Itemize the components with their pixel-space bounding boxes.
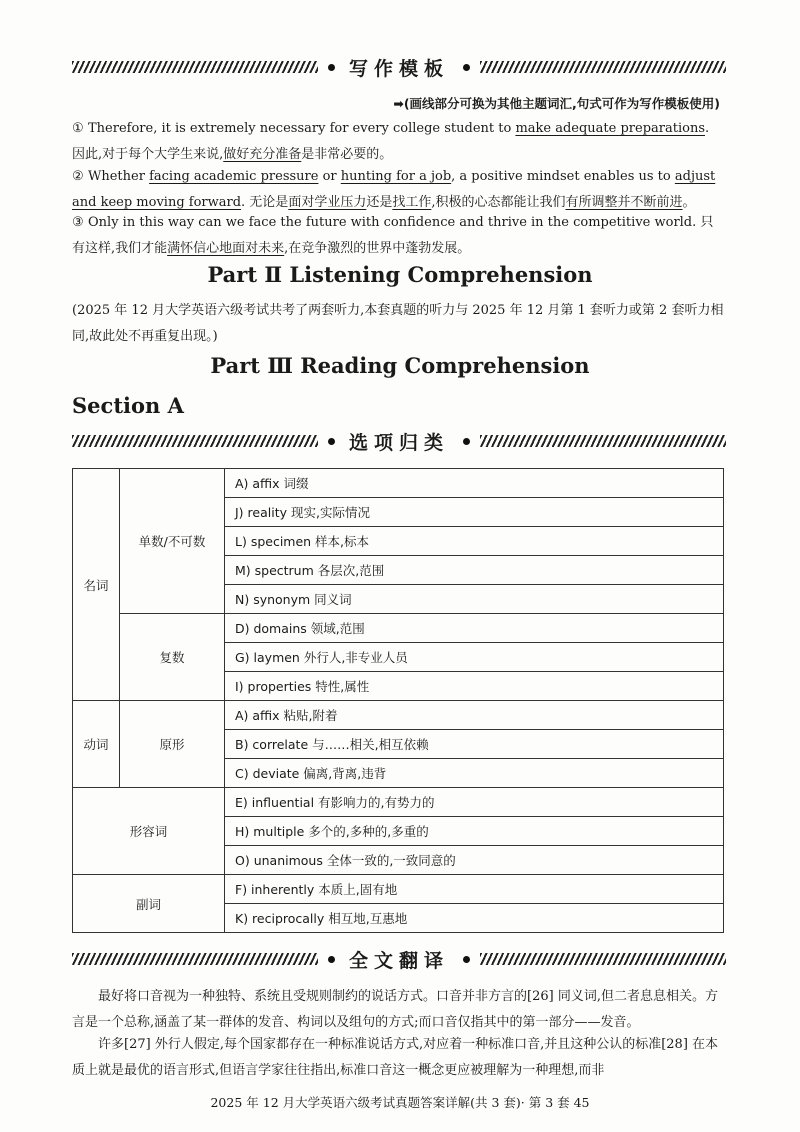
pos-verb: 动词 xyxy=(73,701,120,788)
hatch-decoration xyxy=(480,435,726,447)
table-row xyxy=(73,788,724,817)
template-sentence-3: ③ Only in this way can we face the future with confidence and thrive in the competitive world. 只有这样,我们才能满怀信心地面对未来,在竞争激烈的世界中蓬勃发展。 xyxy=(72,215,714,256)
verb-base-label: 原形 xyxy=(120,701,225,788)
banner-title: 全文翻译 xyxy=(349,949,450,972)
option-cell: J) reality 现实,实际情况 xyxy=(225,498,724,527)
table-row xyxy=(73,469,724,498)
option-cell: F) inherently 本质上,固有地 xyxy=(225,875,724,904)
option-cell: G) laymen 外行人,非专业人员 xyxy=(225,643,724,672)
bullet-dot xyxy=(328,956,335,963)
template-note: ➡(画线部分可换为其他主题词汇,句式可作为写作模板使用) xyxy=(393,96,720,111)
option-cell: E) influential 有影响力的,有势力的 xyxy=(225,788,724,817)
option-cell: N) synonym 同义词 xyxy=(225,585,724,614)
option-cell: M) spectrum 各层次,范围 xyxy=(225,556,724,585)
banner-title: 写作模板 xyxy=(349,57,450,80)
noun-singular-label: 单数/不可数 xyxy=(120,469,225,614)
pos-noun: 名词 xyxy=(73,469,120,701)
table-row xyxy=(73,701,724,730)
classify-banner xyxy=(72,424,726,458)
hatch-decoration xyxy=(72,61,318,73)
noun-plural-label: 复数 xyxy=(120,614,225,701)
template-sentence-1: ① Therefore, it is extremely necessary for every college student to make adequate preparations. 因此,对于每个大学生来说,做好充分准备是非常必要的。 xyxy=(72,121,710,162)
option-cell: O) unanimous 全体一致的,一致同意的 xyxy=(225,846,724,875)
bullet-dot xyxy=(463,438,470,445)
translation-paragraph-2: 许多[27] 外行人假定,每个国家都存在一种标准说话方式,对应着一种标准口音,并且这种公认的标准[28] 在本质上就是最优的语言形式,但语言学家往往指出,标准口音这一概念更应被理解为一种理想,而非 xyxy=(72,1037,719,1078)
part3-title: Part Ⅲ Reading Comprehension xyxy=(210,353,590,378)
banner-title: 选项归类 xyxy=(349,431,450,454)
hatch-decoration xyxy=(480,61,726,73)
table-row xyxy=(73,875,724,904)
option-cell: C) deviate 偏离,背离,违背 xyxy=(225,759,724,788)
page-footer: 2025 年 12 月大学英语六级考试真题答案详解(共 3 套)· 第 3 套 45 xyxy=(210,1095,590,1110)
option-cell: K) reciprocally 相互地,互惠地 xyxy=(225,904,724,933)
bullet-dot xyxy=(328,438,335,445)
section-a-title: Section A xyxy=(72,393,184,418)
option-cell: L) specimen 样本,标本 xyxy=(225,527,724,556)
translation-banner xyxy=(72,942,726,976)
part2-note: (2025 年 12 月大学英语六级考试共考了两套听力,本套真题的听力与 2025 年 12 月第 1 套听力或第 2 套听力相同,故此处不再重复出现。) xyxy=(72,303,724,344)
table-row xyxy=(73,614,724,643)
hatch-decoration xyxy=(72,953,318,965)
pos-adverb: 副词 xyxy=(73,875,225,933)
bullet-dot xyxy=(328,64,335,71)
pos-adjective: 形容词 xyxy=(73,788,225,875)
options-classification-table xyxy=(72,468,724,933)
bullet-dot xyxy=(463,64,470,71)
option-cell: A) affix 词缀 xyxy=(225,469,724,498)
part2-title: Part Ⅱ Listening Comprehension xyxy=(207,262,593,287)
option-cell: D) domains 领域,范围 xyxy=(225,614,724,643)
option-cell: A) affix 粘贴,附着 xyxy=(225,701,724,730)
hatch-decoration xyxy=(72,435,318,447)
option-cell: I) properties 特性,属性 xyxy=(225,672,724,701)
bullet-dot xyxy=(463,956,470,963)
writing-template-banner xyxy=(72,50,726,84)
option-cell: B) correlate 与……相关,相互依赖 xyxy=(225,730,724,759)
template-sentence-2: ② Whether facing academic pressure or hunting for a job, a positive mindset enables us to adjust and keep moving forward. 无论是面对学业压力还是找工作,积极的心态都能让我们有所调整并不断前进。 xyxy=(72,169,716,210)
translation-paragraph-1: 最好将口音视为一种独特、系统且受规则制约的说话方式。口音并非方言的[26] 同义词,但二者息息相关。方言是一个总称,涵盖了某一群体的发音、构词以及组句的方式;而口音仅指其中的第一部分——发音。 xyxy=(72,989,718,1030)
option-cell: H) multiple 多个的,多种的,多重的 xyxy=(225,817,724,846)
hatch-decoration xyxy=(480,953,726,965)
